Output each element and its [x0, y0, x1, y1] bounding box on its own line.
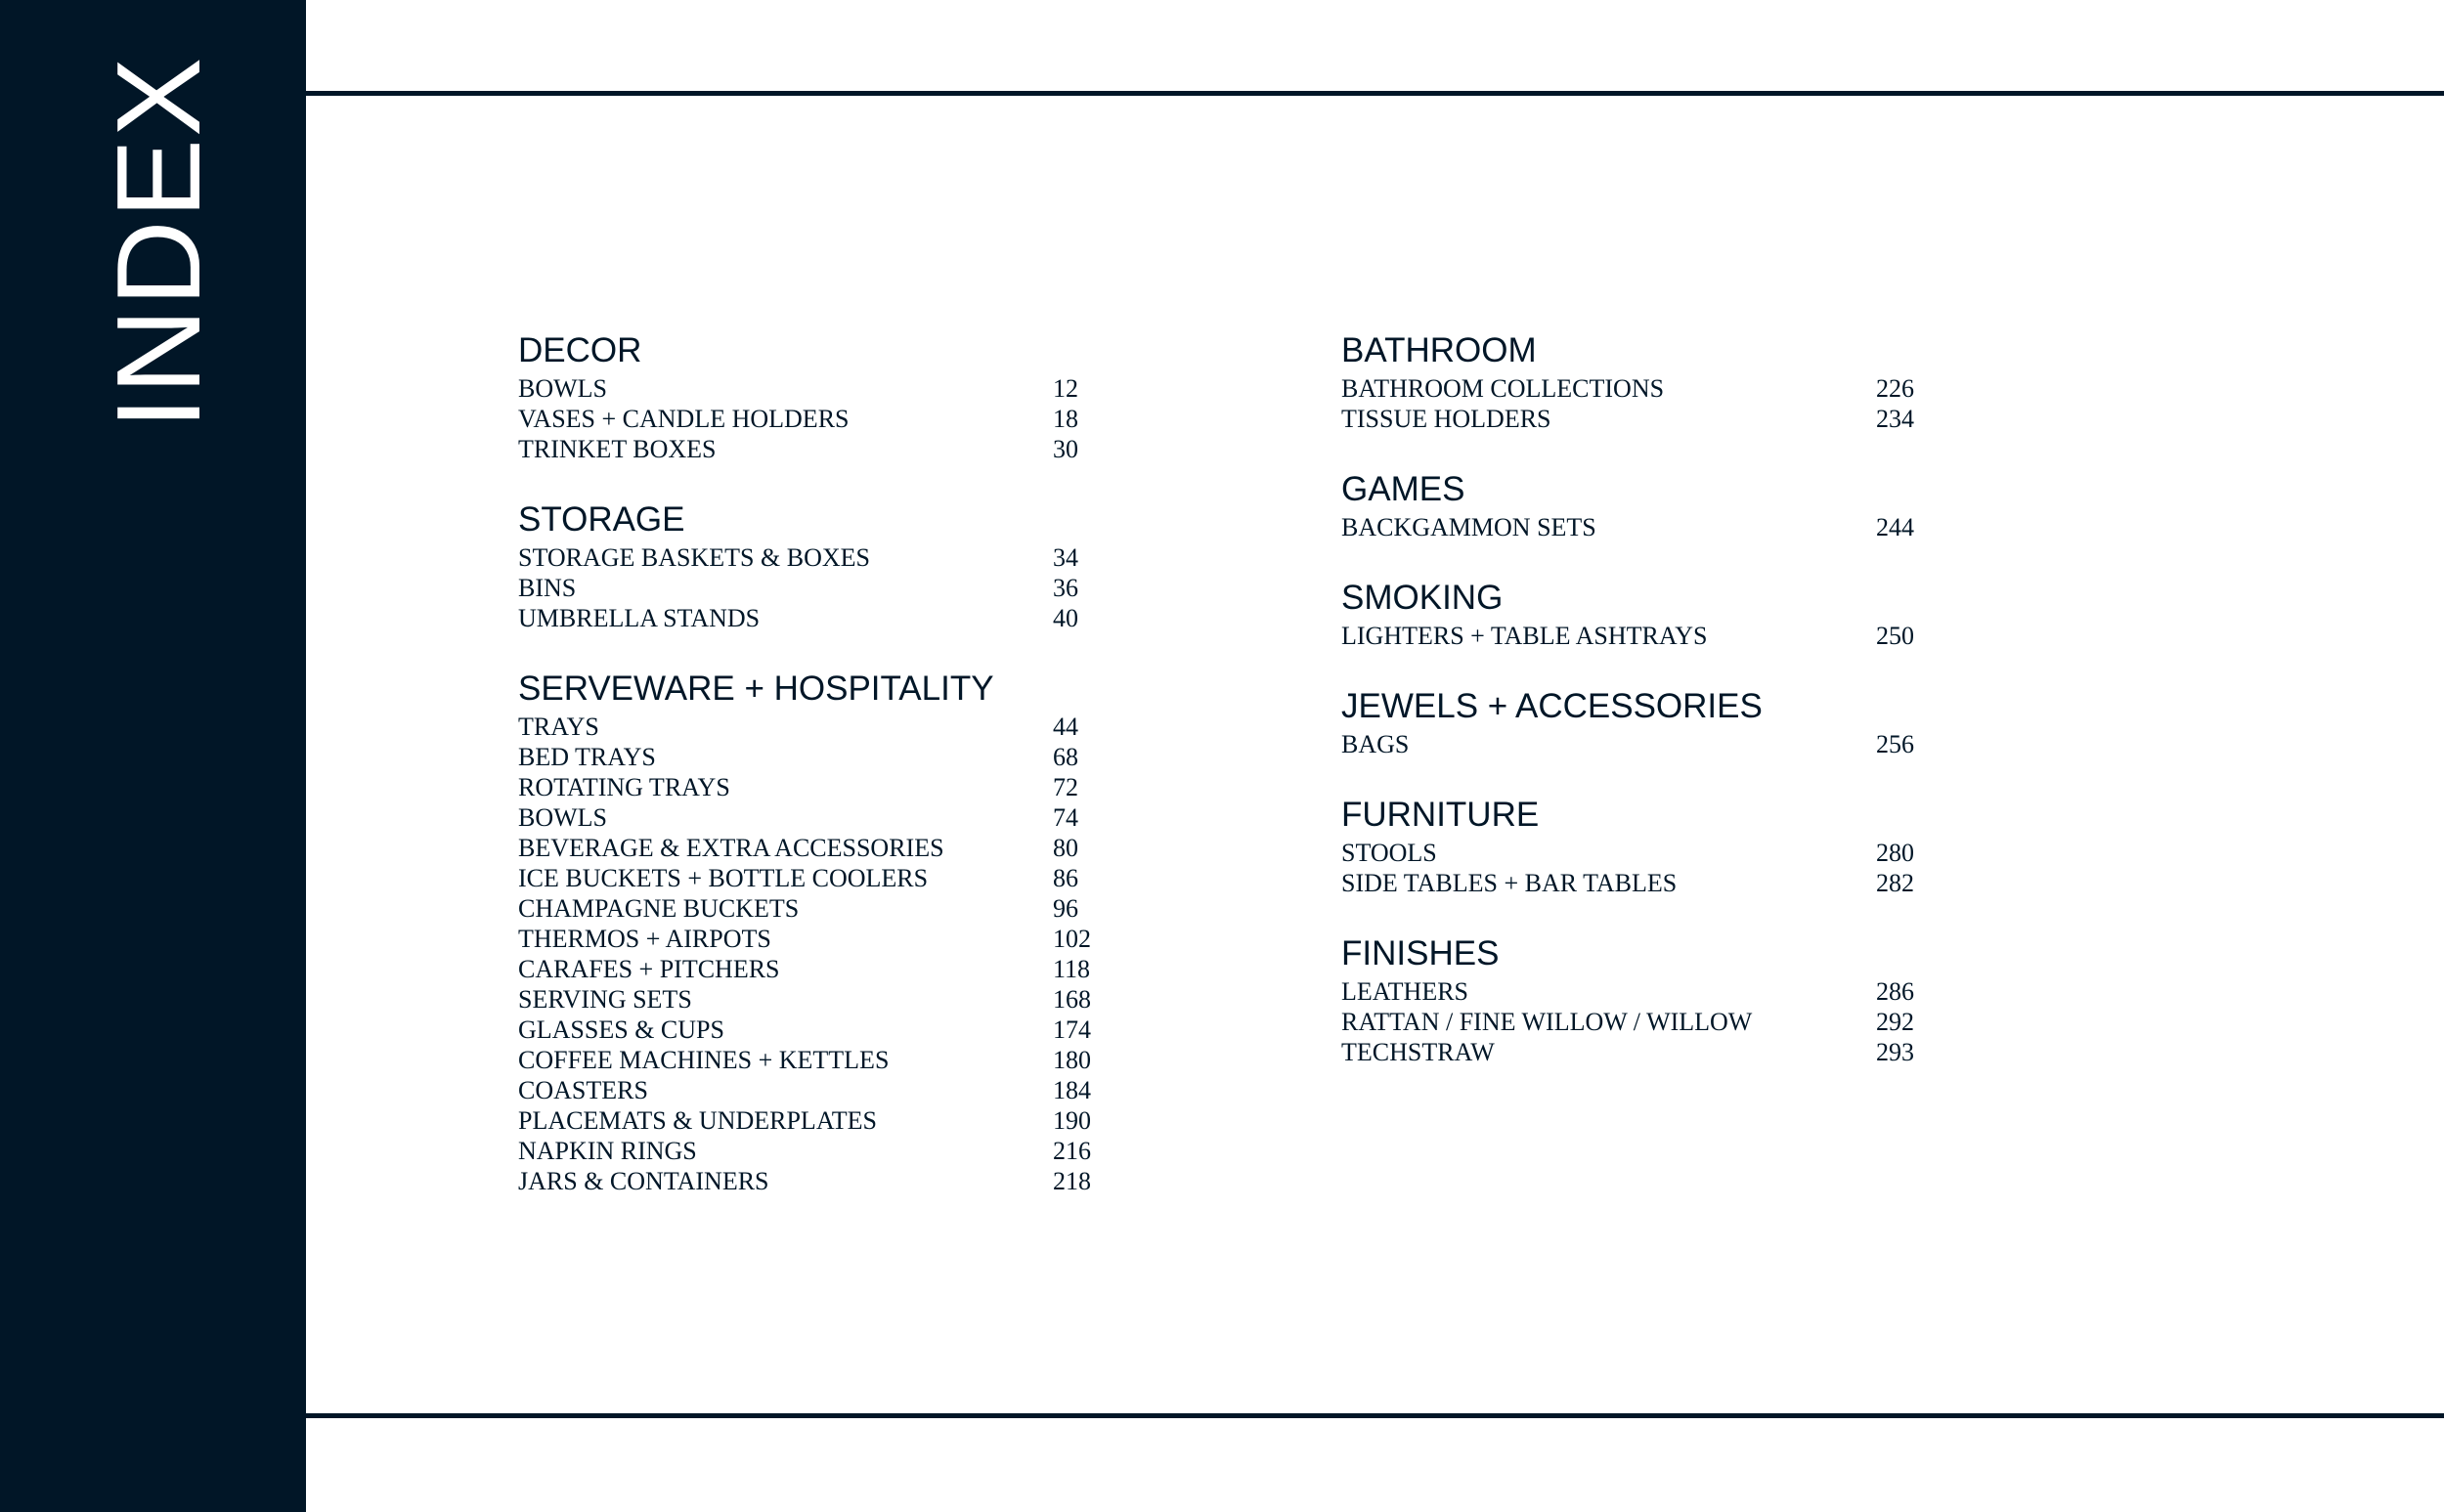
entry-page-number: 234 [1876, 405, 1914, 433]
entry-page-number: 118 [1053, 955, 1091, 983]
section-heading: SERVEWARE + HOSPITALITY [518, 670, 994, 708]
index-entry[interactable] [518, 434, 1124, 464]
entry-name: SERVING SETS [518, 985, 692, 1014]
entry-page-number: 216 [1053, 1137, 1091, 1165]
entry-page-number: 18 [1053, 405, 1078, 433]
entry-page-number: 190 [1053, 1106, 1091, 1135]
entry-name: BEVERAGE & EXTRA ACCESSORIES [518, 834, 944, 862]
index-entry[interactable] [518, 1075, 1124, 1105]
top-divider [306, 91, 2444, 96]
index-entry[interactable] [518, 954, 1124, 984]
index-entry[interactable] [1341, 373, 1928, 404]
entry-name: ROTATING TRAYS [518, 773, 730, 801]
entry-page-number: 244 [1876, 513, 1914, 541]
entry-name: STORAGE BASKETS & BOXES [518, 543, 870, 572]
section-heading: FINISHES [1341, 934, 1500, 972]
page-title: INDEX [92, 55, 225, 430]
entry-name: TISSUE HOLDERS [1341, 405, 1551, 433]
entry-name: SIDE TABLES + BAR TABLES [1341, 869, 1678, 897]
entry-name: ICE BUCKETS + BOTTLE COOLERS [518, 864, 929, 892]
entry-name: VASES + CANDLE HOLDERS [518, 405, 850, 433]
entry-page-number: 34 [1053, 543, 1078, 572]
index-entry[interactable] [518, 404, 1124, 434]
entry-name: PLACEMATS & UNDERPLATES [518, 1106, 877, 1135]
entry-page-number: 12 [1053, 374, 1078, 403]
bottom-divider [306, 1413, 2444, 1418]
index-entry[interactable] [1341, 1037, 1928, 1067]
index-entry[interactable] [518, 1136, 1124, 1166]
index-section [518, 330, 1124, 464]
entry-name: NAPKIN RINGS [518, 1137, 697, 1165]
entry-name: BATHROOM COLLECTIONS [1341, 374, 1665, 403]
entry-page-number: 282 [1876, 869, 1914, 897]
entry-page-number: 40 [1053, 604, 1078, 632]
index-section [1341, 933, 1928, 1067]
entry-name: GLASSES & CUPS [518, 1015, 724, 1044]
entry-page-number: 250 [1876, 622, 1914, 650]
entry-page-number: 286 [1876, 977, 1914, 1006]
entry-page-number: 30 [1053, 435, 1078, 463]
index-entry[interactable] [518, 1045, 1124, 1075]
index-entry[interactable] [518, 802, 1124, 833]
index-column-right [1341, 330, 1928, 1067]
entry-name: UMBRELLA STANDS [518, 604, 761, 632]
section-heading: FURNITURE [1341, 796, 1540, 834]
index-section [518, 669, 1124, 1196]
entry-name: LIGHTERS + TABLE ASHTRAYS [1341, 622, 1708, 650]
entry-page-number: 218 [1053, 1167, 1091, 1195]
index-entry[interactable] [518, 712, 1124, 742]
index-entry[interactable] [518, 573, 1124, 603]
entry-name: BOWLS [518, 803, 607, 832]
index-section [518, 499, 1124, 633]
entry-name: BAGS [1341, 730, 1410, 758]
entry-name: CHAMPAGNE BUCKETS [518, 894, 800, 923]
index-section [1341, 578, 1928, 651]
index-entry[interactable] [518, 984, 1124, 1015]
entry-page-number: 72 [1053, 773, 1078, 801]
entry-name: BOWLS [518, 374, 607, 403]
entry-name: TRINKET BOXES [518, 435, 717, 463]
entry-page-number: 102 [1053, 925, 1091, 953]
entry-name: COASTERS [518, 1076, 648, 1104]
entry-page-number: 74 [1053, 803, 1078, 832]
sidebar [0, 0, 306, 1512]
section-heading: GAMES [1341, 470, 1465, 508]
section-heading: BATHROOM [1341, 331, 1537, 369]
index-entry[interactable] [1341, 621, 1928, 651]
index-entry[interactable] [518, 542, 1124, 573]
index-entry[interactable] [518, 772, 1124, 802]
entry-name: LEATHERS [1341, 977, 1468, 1006]
index-entry[interactable] [1341, 729, 1928, 759]
entry-name: TECHSTRAW [1341, 1038, 1495, 1066]
index-entry[interactable] [518, 603, 1124, 633]
entry-name: BACKGAMMON SETS [1341, 513, 1596, 541]
index-entry[interactable] [518, 1166, 1124, 1196]
entry-page-number: 86 [1053, 864, 1078, 892]
index-entry[interactable] [1341, 976, 1928, 1007]
section-heading: DECOR [518, 331, 642, 369]
index-entry[interactable] [1341, 512, 1928, 542]
entry-page-number: 256 [1876, 730, 1914, 758]
entry-name: STOOLS [1341, 839, 1437, 867]
entry-name: BED TRAYS [518, 743, 656, 771]
entry-page-number: 293 [1876, 1038, 1914, 1066]
index-entry[interactable] [518, 1015, 1124, 1045]
entry-name: JARS & CONTAINERS [518, 1167, 769, 1195]
entry-page-number: 96 [1053, 894, 1078, 923]
entry-name: THERMOS + AIRPOTS [518, 925, 771, 953]
entry-page-number: 168 [1053, 985, 1091, 1014]
entry-page-number: 174 [1053, 1015, 1091, 1044]
entry-page-number: 68 [1053, 743, 1078, 771]
entry-page-number: 280 [1876, 839, 1914, 867]
index-entry[interactable] [518, 893, 1124, 924]
index-section [1341, 686, 1928, 759]
entry-name: TRAYS [518, 713, 599, 741]
entry-page-number: 36 [1053, 574, 1078, 602]
index-entry[interactable] [518, 924, 1124, 954]
section-heading: SMOKING [1341, 579, 1504, 617]
entry-page-number: 180 [1053, 1046, 1091, 1074]
index-column-left [518, 330, 1124, 1196]
index-entry[interactable] [1341, 838, 1928, 868]
index-section [1341, 795, 1928, 898]
entry-name: CARAFES + PITCHERS [518, 955, 780, 983]
index-entry[interactable] [1341, 868, 1928, 898]
entry-page-number: 292 [1876, 1008, 1914, 1036]
section-heading: STORAGE [518, 500, 685, 539]
index-entry[interactable] [518, 373, 1124, 404]
index-entry[interactable] [518, 1105, 1124, 1136]
section-heading: JEWELS + ACCESSORIES [1341, 687, 1763, 725]
entry-page-number: 44 [1053, 713, 1078, 741]
index-entry[interactable] [518, 742, 1124, 772]
index-section [1341, 469, 1928, 542]
index-section [1341, 330, 1928, 434]
index-entry[interactable] [518, 863, 1124, 893]
entry-page-number: 80 [1053, 834, 1078, 862]
entry-page-number: 184 [1053, 1076, 1091, 1104]
entry-name: RATTAN / FINE WILLOW / WILLOW [1341, 1008, 1753, 1036]
index-entry[interactable] [1341, 1007, 1928, 1037]
entry-name: COFFEE MACHINES + KETTLES [518, 1046, 890, 1074]
index-entry[interactable] [1341, 404, 1928, 434]
index-entry[interactable] [518, 833, 1124, 863]
entry-name: BINS [518, 574, 577, 602]
entry-page-number: 226 [1876, 374, 1914, 403]
